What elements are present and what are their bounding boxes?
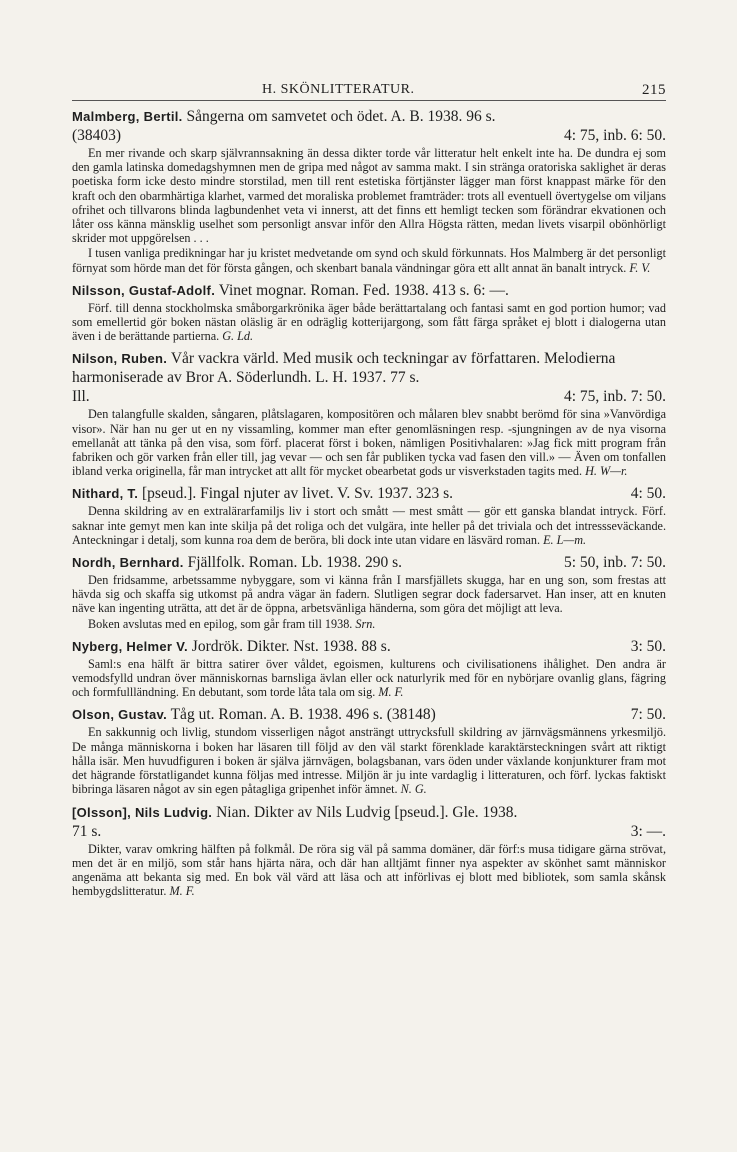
entry-price-line <box>72 126 666 145</box>
entry-heading <box>72 637 666 656</box>
entry-nilson <box>72 343 666 478</box>
page-number: 215 <box>642 82 666 98</box>
entry-author: Malmberg, Bertil. <box>72 109 183 124</box>
entry-bibliography: Sångerna om samvetet och ödet. A. B. 1938. 96 s. <box>186 108 496 125</box>
entry-review: Dikter, varav omkring hälften på folkmål. De röra sig väl på samma domäner, där förf:s musa tidigare gärna strövat, men det är en miljö, som står hans hjärta nära, och där han alltjämt finner nya aspekter av skönhet samt människor angenäma att bekanta sig med. En bok väl värd att läsa och att införlivas ej blott med bibliotek, som samla skånsk hembygdslitteratur. M. F. <box>72 841 666 899</box>
entry-heading <box>72 349 666 387</box>
entry-bibliography: Fjällfolk. Roman. Lb. 1938. 290 s. <box>187 554 402 572</box>
entry-review: Den talangfulle skalden, sångaren, plåtslagaren, kompositören och målaren blev snabbt berömd för sina »Vanvördiga visor». När han nu ger ut en ny vissamling, kommer man efter genomläsningen resp. -sjungningen av de nya visorna emellanåt att tänka på den visa, som förf. placerat först i boken, nämligen Positivhalaren: »Jag fick mitt program från fabriken och gör varken från eller till, jag vevar — och sen får publiken tycka vad fasen den vill.» — Även om tonfallen ibland verka originella, får man intrycket att allt för mycket obearbetat gods ur visverkstaden tagits med. H. W—r. <box>72 407 666 479</box>
entry-review: En mer rivande och skarp självrannsakning än dessa dikter torde vår litteratur helt enkelt inte ha. De dundra ej som den gamla latinska domedagshymnen men de gripa med något av samma makt. I sin stränga oratoriska saklighet är deras poetiska form icke desto mindre storstilad, men till rent estetiska förtjänster lägger man först knappast märke för den kraft och den obarmhärtiga klarhet, varmed det moraliska problemet framträder: trots all eventuell övertygelse om viljans ofrihet och tillvarons blinda lagbundenhet veta vi innerst, att det finns ett hemligt tecken som förändrar ekvationen och låter oss känna mänsklig uselhet som personligt ansvar inför den Allra Högsta rätten, medan livets visarpil obönhörligt skrider mot uppgörelsen . . . <box>72 146 666 246</box>
entry-review: Förf. till denna stockholmska småborgarkrönika äger både berättartalang och fantasi samt en god portion humor; vad som emellertid gör boken nästan oläslig är en odräglig kotterijargong, som fått färga språket ej blott i dialogerna utan även i de berättande partierna. G. Ld. <box>72 300 666 344</box>
entry-nithard <box>72 478 666 547</box>
entry-bibliography: Nian. Dikter av Nils Ludvig [pseud.]. Gle. 1938. <box>216 803 518 821</box>
entry-bibliography: [pseud.]. Fingal njuter av livet. V. Sv. 1937. 323 s. <box>142 485 454 503</box>
entry-author: Nyberg, Helmer V. <box>72 638 188 654</box>
entry-price: 7: 50. <box>630 706 666 724</box>
entry-review-continued: I tusen vanliga predikningar har ju kristet medvetande om synd och skuld förkunnats. Hos Malmberg är det personligt förnyat som hörde man det för första gången, och skenbart banala vändningar göra ett allt annat än banalt intryck. F. V. <box>72 246 666 275</box>
entry-illustrated: Ill. <box>72 388 90 406</box>
entry-bibliography: Jordrök. Dikter. Nst. 1938. 88 s. <box>191 637 391 655</box>
entry-price: 5: 50, inb. 7: 50. <box>563 554 666 572</box>
entry-nordh <box>72 547 666 631</box>
entry-author: Nilsson, Gustaf-Adolf. <box>72 282 216 298</box>
entry-author: Nithard, T. <box>72 486 139 502</box>
reviewer-signature: G. Ld. <box>222 329 254 344</box>
entry-pages: 71 s. <box>72 822 102 840</box>
reviewer-signature: Srn. <box>355 616 376 631</box>
entry-price-line <box>72 387 666 406</box>
entry-nilsson <box>72 275 666 344</box>
entry-review: Denna skildring av en extralärarfamiljs liv i stort och smått — mest smått — gör ett ganska blandat intryck. Förf. saknar inte gemyt men kan inte skilja på det roliga och det vulgära, inte heller på det triviala och det intressseväckande. Anteckningar i detalj, som kunna roa dem de beröra, bli dock inte utan vidare en läsvärd roman. E. L—m. <box>72 504 666 547</box>
entry-author: [Olsson], Nils Ludvig. <box>72 804 213 820</box>
reviewer-signature: F. V. <box>629 260 651 275</box>
entry-heading <box>72 107 666 126</box>
entry-author: Olson, Gustav. <box>72 707 167 723</box>
entry-price-line <box>72 822 666 841</box>
section-title: H. SKÖNLITTERATUR. <box>262 82 415 97</box>
entry-price: 4: 75, inb. 6: 50. <box>563 127 666 144</box>
page <box>72 78 666 898</box>
entry-bibliography: Tåg ut. Roman. A. B. 1938. 496 s. (38148) <box>170 706 436 724</box>
entry-heading <box>72 553 666 572</box>
entry-malmberg <box>72 101 666 275</box>
entry-olson <box>72 699 666 796</box>
reviewer-signature: N. G. <box>400 782 427 797</box>
entry-review-continued: Boken avslutas med en epilog, som går fram till 1938. Srn. <box>88 616 376 631</box>
entry-accession: (38403) <box>72 127 122 144</box>
entry-heading <box>72 281 666 300</box>
reviewer-signature: M. F. <box>169 884 195 899</box>
reviewer-signature: H. W—r. <box>585 464 628 479</box>
entry-heading <box>72 705 666 724</box>
entry-review: Saml:s ena hälft är bittra satirer över våldet, egoismen, kulturens och civilisationens ihålighet. Den andra är vemodsfylld undran över människornas barnsliga ävlan eller ock naturlyrik med för en nybörjare ovanlig glans, fägring och formfullländning. En debutant, som torde låta tala om sig. M. F. <box>72 656 666 700</box>
entry-price: 3: —. <box>630 822 666 840</box>
entry-bibliography: Vinet mognar. Roman. Fed. 1938. 413 s. 6: —. <box>218 281 509 299</box>
reviewer-signature: E. L—m. <box>543 532 587 547</box>
reviewer-signature: M. F. <box>378 685 404 700</box>
entry-price: 3: 50. <box>630 637 666 655</box>
entry-bibliography: Vår vackra värld. Med musik och teckningar av författaren. Melodierna harmoniserade av Bror A. Söderlundh. L. H. 1937. 77 s. <box>72 350 616 387</box>
entry-review: En sakkunnig och livlig, stundom visserligen något ansträngt uttrycksfull skildring av järnvägsmännens yrkesmiljö. De många människorna i boken har läsaren till följd av den väl starkt förenklade karaktärsteckningen svårt att riktigt hålla isär. Men huvudfiguren i boken är själva järnvägen, bolagsbanan, vars öden under växlande konjunkturer fram mot det hägrande förstatligandet kunna följas med intresse. Miljön är ju inte vardaglig i litteraturen, och förf. lyckas faktiskt bibringa läsaren något av sin egen påtagliga gripenhet inför ämnet. N. G. <box>72 725 666 797</box>
entry-heading <box>72 484 666 503</box>
entry-nyberg <box>72 631 666 700</box>
entry-heading <box>72 803 666 822</box>
entry-author: Nordh, Bernhard. <box>72 555 184 571</box>
entry-review: Den fridsamme, arbetssamme nybyggare, som vi känna från I marsfjällets skugga, har en ung son, som frestas att hävda sig och skaffa sig utkomst på andra vägar än fadern. Slutligen segrar dock fadersarvet. Han inser, att en knuten näve kan ingenting uträtta, att det är de öppna, arbetsvänliga händerna, som göra det möjligt att leva. <box>72 573 666 616</box>
entry-price: 4: 50. <box>630 485 666 503</box>
entry-olsson <box>72 797 666 899</box>
running-head <box>72 78 666 101</box>
entry-author: Nilson, Ruben. <box>72 351 168 367</box>
entry-price: 4: 75, inb. 7: 50. <box>563 388 666 406</box>
